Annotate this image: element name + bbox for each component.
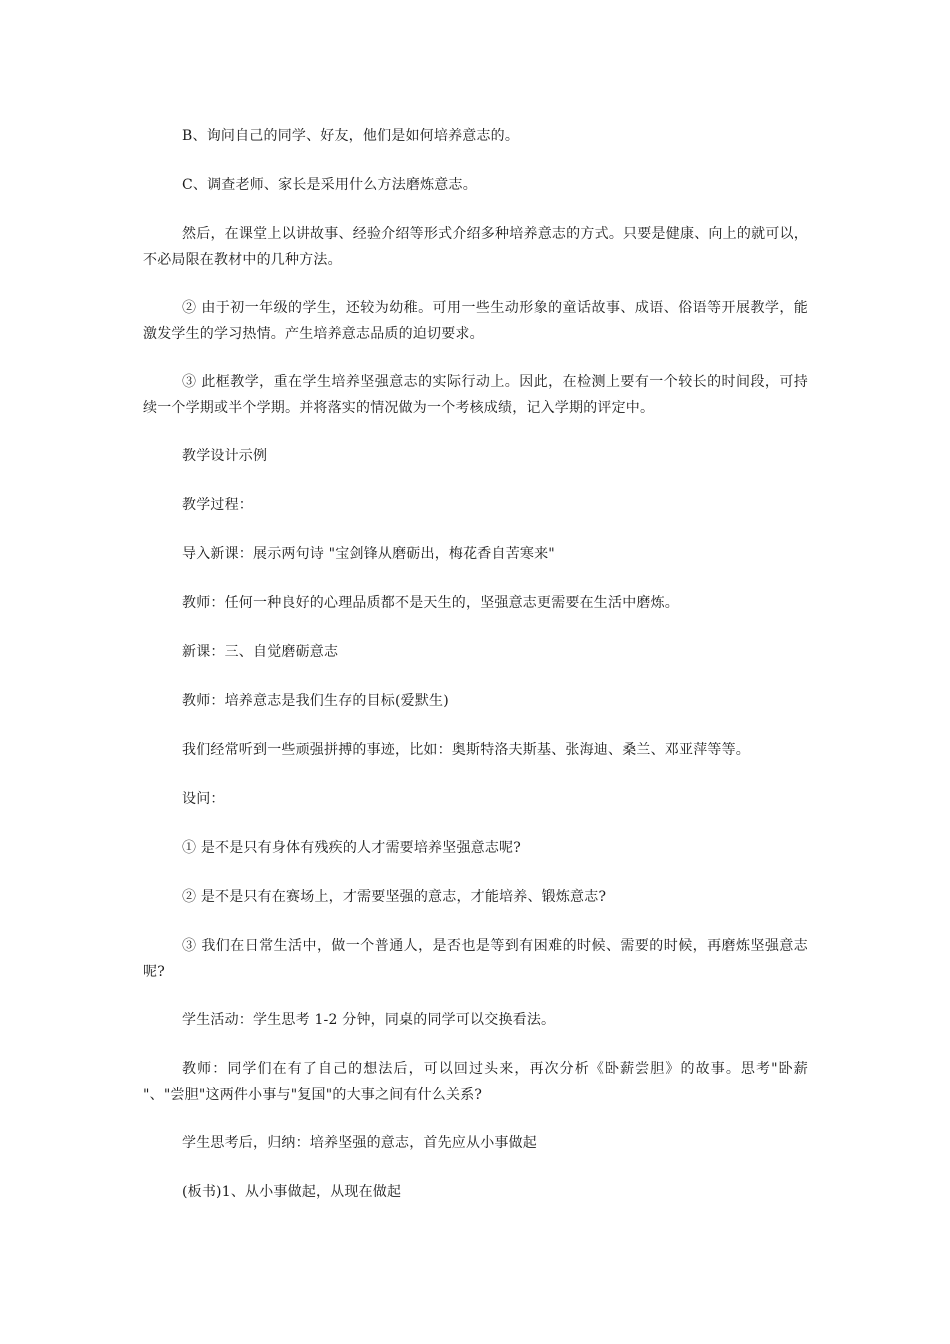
paragraph-intro: 导入新课：展示两句诗 "宝剑锋从磨砺出，梅花香自苦寒来"	[182, 546, 555, 562]
paragraph-teacher-2: 教师：培养意志是我们生存的目标(爱默生)	[182, 693, 449, 709]
paragraph-questions-label: 设问：	[182, 791, 225, 807]
paragraph-summary: 学生思考后，归纳：培养坚强的意志，首先应从小事做起	[182, 1135, 537, 1151]
paragraph-option-c: C、调查老师、家长是采用什么方法磨炼意志。	[182, 177, 477, 193]
paragraph-methods: 然后，在课堂上以讲故事、经验介绍等形式介绍多种培养意志的方式。只要是健康、向上的就可以，不必局限在教材中的几种方法。	[143, 226, 808, 268]
paragraph-point-3: ③ 此框教学，重在学生培养坚强意志的实际行动上。因此，在检测上要有一个较长的时间段，可持续一个学期或半个学期。并将落实的情况做为一个考核成绩，记入学期的评定中。	[143, 374, 808, 416]
paragraph-option-b: B、询问自己的同学、好友，他们是如何培养意志的。	[182, 128, 520, 144]
paragraph-teacher-1: 教师：任何一种良好的心理品质都不是天生的，坚强意志更需要在生活中磨炼。	[182, 595, 679, 611]
section-heading-example: 教学设计示例	[182, 448, 268, 464]
paragraph-student-activity: 学生活动：学生思考 1-2 分钟，同桌的同学可以交换看法。	[182, 1012, 556, 1028]
paragraph-examples: 我们经常听到一些顽强拼搏的事迹，比如：奥斯特洛夫斯基、张海迪、桑兰、邓亚萍等等。	[182, 742, 750, 758]
paragraph-point-2: ② 由于初一年级的学生，还较为幼稚。可用一些生动形象的童话故事、成语、俗语等开展教学，能激发学生的学习热情。产生培养意志品质的迫切要求。	[143, 300, 808, 342]
paragraph-board-note: (板书)1、从小事做起，从现在做起	[182, 1184, 402, 1200]
question-2: ② 是不是只有在赛场上，才需要坚强的意志，才能培养、锻炼意志?	[182, 889, 607, 905]
question-3: ③ 我们在日常生活中，做一个普通人，是否也是等到有困难的时候、需要的时候，再磨炼坚强意志呢?	[143, 938, 808, 980]
section-heading-process: 教学过程：	[182, 497, 253, 513]
paragraph-teacher-3: 教师：同学们在有了自己的想法后，可以回过头来，再次分析《卧薪尝胆》的故事。思考"卧薪 "、"尝胆"这两件小事与"复国"的大事之间有什么关系?	[143, 1061, 808, 1103]
paragraph-new-lesson: 新课：三、自觉磨砺意志	[182, 644, 339, 660]
question-1: ① 是不是只有身体有残疾的人才需要培养坚强意志呢?	[182, 840, 521, 856]
